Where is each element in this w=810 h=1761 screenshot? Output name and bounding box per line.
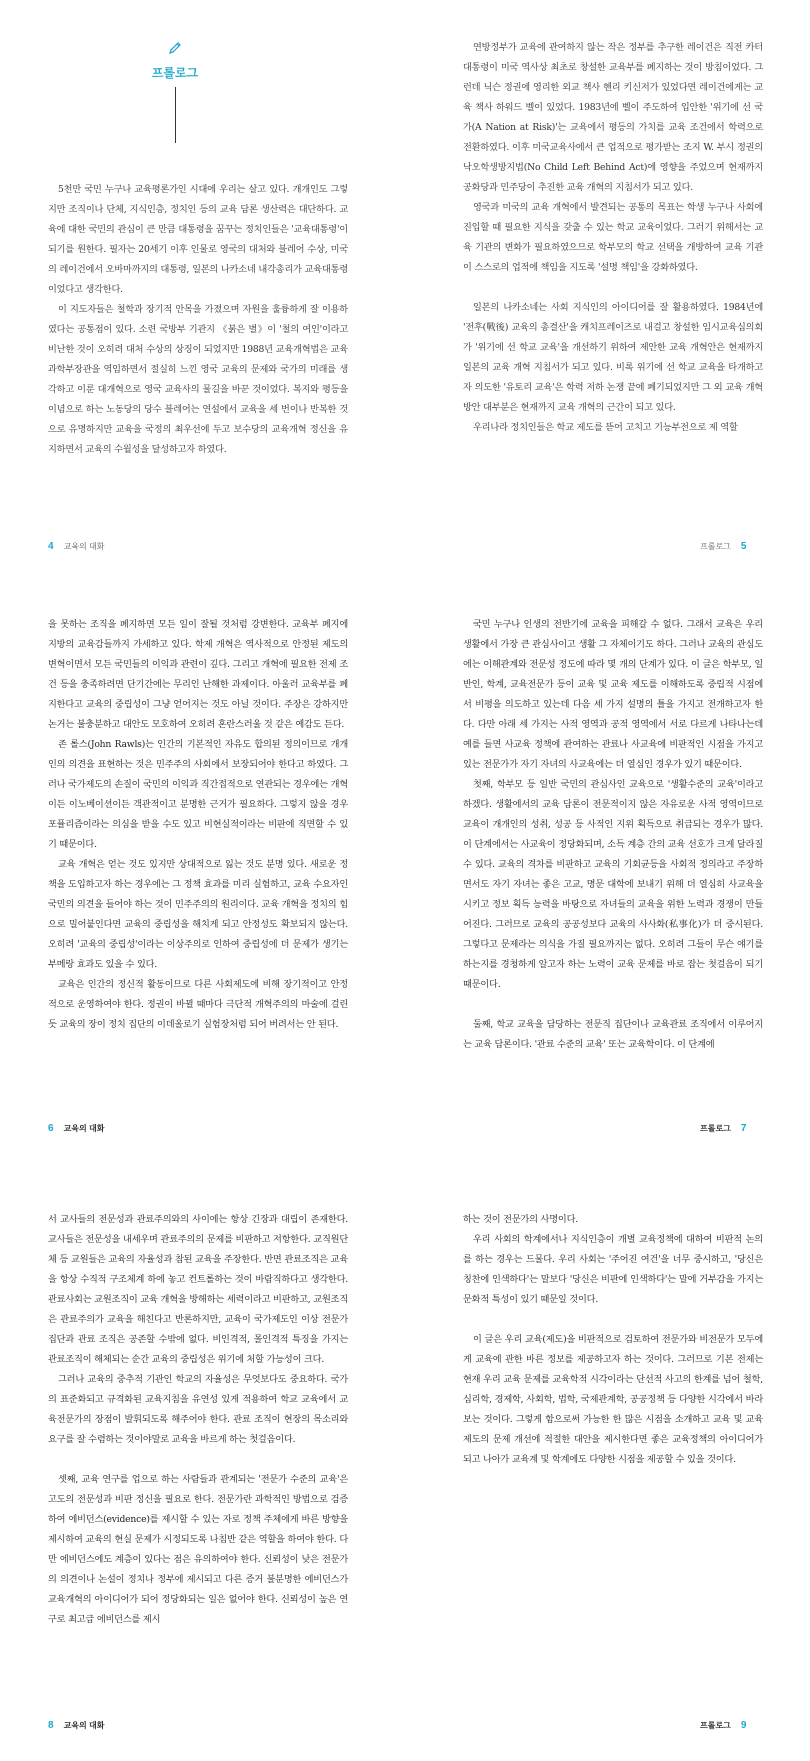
page-7-text bbox=[463, 615, 763, 1055]
paragraph: 둘째, 학교 교육을 담당하는 전문직 집단이나 교육관료 조직에서 이루어지는 교육 담론이다. '관료 수준의 교육' 또는 교육학이다. 이 단계에 bbox=[463, 1019, 763, 1050]
spread-1 bbox=[0, 0, 810, 587]
paragraph: 일본의 나카소네는 사회 지식인의 아이디어를 잘 활용하였다. 1984년에 '전후(戰後) 교육의 총결산'을 캐치프레이즈로 내걸고 창설한 임시교육심의회가 '위기에 선 학교 교육'을 개선하기 위하여 제안한 교육 개혁안은 현재까지 일본의 교육 개혁 지침서가 되고 있다. 비록 위기에 선 학교 교육을 타개하고자 의도한 '유토리 교육'은 학력 저하 논쟁 끝에 폐기되었지만 그 외 교육 개혁 방안 대부분은 현재까지 교육 개혁의 근간이 되고 있다. bbox=[463, 302, 763, 413]
page-number-left bbox=[48, 1123, 104, 1134]
running-header: 프롤로그 bbox=[700, 542, 731, 551]
paragraph: 하는 것이 전문가의 사명이다. bbox=[463, 1214, 578, 1225]
paragraph: 이 지도자들은 철학과 장기적 안목을 가졌으며 자원을 훌륭하게 잘 이용하였다는 공통점이 있다. 소련 국방부 기관지 《붉은 별》이 '철의 여인'이라고 비난한 것이 오히려 대처 수상의 상징이 되었지만 1988년 교육개혁법은 교육과학부장관을 역임하면서 절실히 느낀 영국 교육의 문제와 국가의 미래를 생각하고 이룬 대개혁으로 영국 교육사의 물길을 바꾼 것이었다. 복지와 평등을 이념으로 하는 노동당의 당수 블레어는 연설에서 교육을 세 번이나 반복한 것으로 유명하지만 교육을 국정의 최우선에 두고 보수당의 교육개혁 정신을 유지하면서 교육의 수월성을 달성하고자 하였다. bbox=[48, 304, 348, 455]
page-number: 4 bbox=[48, 541, 54, 552]
paragraph: 국민 누구나 인생의 전반기에 교육을 피해갈 수 없다. 그래서 교육은 우리 생활에서 가장 큰 관심사이고 생활 그 자체이기도 하다. 그러나 교육의 관심도에는 이해관계와 전문성 정도에 따라 몇 개의 단계가 있다. 이 글은 학부모, 일반인, 학계, 교육전문가 등이 교육 및 교육 제도를 이해하도록 중립적 시점에서 비평을 의도하고 있는데 다음 세 가지 설명의 틀을 가지고 전개하고자 한다. 다만 아래 세 가지는 사적 영역과 공적 영역에서 서로 다르게 나타나는데 예를 들면 사교육 정책에 관여하는 관료나 사교육에 비판적인 시점을 가지고 있는 전문가가 자기 자녀의 사교육에는 더 열심인 경우가 있기 때문이다. bbox=[463, 619, 763, 770]
spread-2 bbox=[0, 587, 810, 1174]
heading-divider-line bbox=[175, 87, 176, 143]
paragraph: 5천만 국민 누구나 교육평론가인 시대에 우리는 살고 있다. 개개인도 그렇지만 조직이나 단체, 지식인층, 정치인 등의 교육 담론 생산력은 대단하다. 교육에 대한 국민의 관심이 큰 만큼 대통령을 꿈꾸는 정치인들은 '교육대통령'이 되기를 원한다. 필자는 20세기 이후 인물로 영국의 대처와 블레어 수상, 미국의 레이건에서 오바마까지의 대통령, 일본의 나카소네 내각총리가 교육대통령이었다고 생각한다. bbox=[48, 184, 348, 295]
page-number: 9 bbox=[740, 1720, 747, 1731]
page-number: 6 bbox=[48, 1123, 54, 1134]
spread-3 bbox=[0, 1174, 810, 1761]
paragraph: 그러나 교육의 중추적 기관인 학교의 자율성은 무엇보다도 중요하다. 국가의 표준화되고 규격화된 교육지침을 유연성 있게 적용하여 학교 교육에서 교육전문가의 장점이 발휘되도록 해주어야 한다. 관료 조직이 현장의 목소리와 요구를 잘 수렴하는 것이야말로 교육을 바르게 하는 첫걸음이다. bbox=[48, 1374, 348, 1445]
page-5-text bbox=[463, 38, 763, 438]
paragraph: 존 롤스(John Rawls)는 인간의 기본적인 자유도 합의된 정의이므로 개개인의 의견을 표현하는 것은 민주주의 사회에서 보장되어야 한다고 하였다. 그러나 국가제도의 손질이 국민의 이익과 직간접적으로 연관되는 경우에는 개혁이든 이노베이션이든 객관적이고 분명한 근거가 필요하다. 그렇지 않을 경우 포퓰리즘이라는 의심을 받을 수도 있고 비현실적이라는 비판에 직면할 수 있기 때문이다. bbox=[48, 739, 348, 850]
running-header: 프롤로그 bbox=[700, 1721, 731, 1730]
page-title: 프롤로그 bbox=[151, 66, 199, 80]
page-number-left bbox=[48, 1720, 104, 1731]
page-number-right bbox=[700, 541, 746, 552]
paragraph: 영국과 미국의 교육 개혁에서 발견되는 공통의 목표는 학생 누구나 사회에 진입할 때 필요한 지식을 갖출 수 있는 학교 교육이었다. 그러기 위해서는 교육 기관의 변화가 필요하였으므로 학부모의 학교 선택을 개방하여 교육 기관이 스스로의 업적에 책임을 지도록 '설명 책임'을 강화하였다. bbox=[463, 202, 763, 273]
page-6-text bbox=[48, 615, 348, 1035]
page-8-text bbox=[48, 1210, 348, 1630]
paragraph: 연방정부가 교육에 관여하지 않는 작은 정부를 추구한 레이건은 직전 카터 대통령이 미국 역사상 최초로 창설한 교육부를 폐지하는 것이 방침이었다. 그런데 닉슨 정권에 영리한 외교 책사 헨리 키신저가 있었다면 레이건에게는 교육 책사 하워드 벨이 있었다. 1983년에 벨이 주도하여 입안한 '위기에 선 국가(A Nation at Risk)'는 교육에서 평등의 가치를 교육 조건에서 학력으로 전환하였다. 이후 미국교육사에서 큰 업적으로 평가받는 조지 W. 부시 정권의 낙오학생방지법(No Child Left Behind Act)에 영향을 주었으며 현재까지 공화당과 민주당이 추진한 교육 개혁의 지침서가 되고 있다. bbox=[463, 42, 763, 193]
prologue-heading-block bbox=[130, 40, 220, 143]
page-number-right bbox=[700, 1720, 746, 1731]
paragraph: 우리 사회의 학계에서나 지식인층이 개별 교육정책에 대하여 비판적 논의를 하는 경우는 드물다. 우리 사회는 '주어진 여건'을 너무 중시하고, '당신은 칭찬에 인색하다'는 말보다 '당신은 비판에 인색하다'는 말에 거부감을 가지는 문화적 특성이 있기 때문일 것이다. bbox=[463, 1234, 763, 1305]
paragraph: 첫째, 학부모 등 일반 국민의 관심사인 교육으로 '생활수준의 교육'이라고 하겠다. 생활에서의 교육 담론이 전문적이지 않은 자유로운 사적 영역이므로 교육이 개개인의 성취, 성공 등 사적인 지위 획득으로 취급되는 경우가 많다. 이 단계에서는 사교육이 정당화되며, 소득 계층 간의 교육 선호가 크게 달라질 수 있다. 교육의 격차를 비판하고 교육의 기회균등을 사회적 정의라고 주장하면서도 자기 자녀는 좋은 고교, 명문 대학에 보내기 위해 더 열심히 사교육을 시키고 정보 획득 능력을 바탕으로 자녀들의 교육을 위한 노력과 경쟁이 만들어진다. 그러므로 교육의 공공성보다 교육의 사사화(私事化)가 더 중시된다. 그렇다고 문제라는 의식을 가질 필요까지는 없다. 오히려 그들이 무슨 얘기를 하는지를 경청하게 알고자 하는 노력이 교육 문제를 바로 잡는 첫걸음이 되기 때문이다. bbox=[463, 779, 763, 990]
pencil-icon bbox=[167, 40, 183, 56]
running-header: 교육의 대화 bbox=[63, 1721, 105, 1730]
paragraph: 이 글은 우리 교육(제도)을 비판적으로 검토하여 전문가와 비전문가 모두에게 교육에 관한 바른 정보를 제공하고자 하는 것이다. 그러므로 기본 전제는 현재 우리 교육 문제를 교육학적 시각이라는 단선적 사고의 한계를 넘어 철학, 심리학, 경제학, 사회학, 법학, 국제관계학, 공공정책 등 다양한 시각에서 바라보는 것이다. 그렇게 함으로써 가능한 한 많은 시점을 소개하고 교육 및 교육 제도의 문제 개선에 적절한 대안을 제시한다면 좋은 교육정책의 아이디어가 되고 나아가 교육계 및 학계에도 다양한 시점을 제공할 수 있을 것이다. bbox=[463, 1334, 763, 1465]
running-header: 교육의 대화 bbox=[63, 542, 105, 551]
paragraph: 서 교사들의 전문성과 관료주의와의 사이에는 항상 긴장과 대립이 존재한다. 교사들은 전문성을 내세우며 관료주의의 문제를 비판하고 저항한다. 교직원단체 등 교원들은 교육의 자율성과 참된 교육을 주장한다. 반면 관료조직은 교육을 항상 수직적 구조체계 하에 놓고 컨트롤하는 것이 바람직하다고 생각한다. 관료사회는 교원조직이 교육 개혁을 방해하는 세력이라고 비판하고, 교원조직은 관료주의가 교육을 해친다고 반론하지만, 교육이 국가제도인 이상 전문가 집단과 관료 조직은 공존할 수밖에 없다. 비인격적, 몰인격적 특징을 가지는 관료조직이 해체되는 순간 교육의 중립성은 위기에 처할 가능성이 크다. bbox=[48, 1214, 348, 1365]
page-number: 5 bbox=[740, 541, 747, 552]
page-9-text bbox=[463, 1210, 763, 1470]
running-header: 프롤로그 bbox=[700, 1124, 731, 1133]
page-number-right bbox=[700, 1123, 746, 1134]
page-number-left bbox=[48, 541, 104, 552]
page-4-text bbox=[48, 180, 348, 460]
paragraph: 교육은 인간의 정신적 활동이므로 다른 사회제도에 비해 장기적이고 안정적으로 운영하여야 한다. 정권이 바뀔 때마다 극단적 개혁주의의 마술에 걸린 듯 교육의 장이 정치 집단의 이데올로기 실험장처럼 되어 버려서는 안 된다. bbox=[48, 979, 348, 1030]
page-number: 8 bbox=[48, 1720, 54, 1731]
paragraph: 우리나라 정치인들은 학교 제도를 뜯어 고치고 기능부전으로 제 역할 bbox=[473, 422, 738, 433]
paragraph: 을 못하는 조직을 폐지하면 모든 일이 잘될 것처럼 강변한다. 교육부 폐지에 지방의 교육감들까지 가세하고 있다. 학제 개혁은 역사적으로 안정된 제도의 변혁이면서 모든 국민들의 이익과 관련이 깊다. 그리고 개혁에 필요한 전제 조건 등을 충족하려면 단기간에는 무리인 난해한 과제이다. 아울러 교육부를 폐지한다고 교육의 중립성이 그냥 얻어지는 것도 아닐 것이다. 주장은 강하지만 논거는 불충분하고 대안도 모호하여 오히려 혼란스러울 것 같은 예감도 든다. bbox=[48, 619, 348, 730]
running-header: 교육의 대화 bbox=[63, 1124, 105, 1133]
page-number: 7 bbox=[740, 1123, 747, 1134]
paragraph: 교육 개혁은 얻는 것도 있지만 상대적으로 잃는 것도 분명 있다. 새로운 정책을 도입하고자 하는 경우에는 그 정책 효과를 미리 실험하고, 교육 수요자인 국민의 의견을 들어야 하는 것이 민주주의의 원리이다. 교육 개혁을 정치의 힘으로 밀어붙인다면 교육의 중립성을 해치게 되고 안정성도 확보되지 않는다. 오히려 '교육의 중립성'이라는 이상주의로 인하여 중립성에 더 문제가 생기는 부메랑 효과도 있을 수 있다. bbox=[48, 859, 348, 970]
paragraph: 셋째, 교육 연구를 업으로 하는 사람들과 관계되는 '전문가 수준의 교육'은 고도의 전문성과 비판 정신을 필요로 한다. 전문가란 과학적인 방법으로 검증하여 에비던스(evidence)를 제시할 수 있는 자로 정책 주체에게 바른 방향을 제시하여 교육의 현실 문제가 시정되도록 나침반 같은 역할을 하여야 한다. 다만 에비던스에도 계층이 있다는 점은 유의하여야 한다. 신뢰성이 낮은 전문가의 의견이나 논설이 정치나 정부에 제시되고 다른 증거 불분명한 에비던스가 교육개혁의 아이디어가 되어 정당화되는 일은 없어야 한다. 신뢰성이 높은 연구로 최고급 에비던스를 제시 bbox=[48, 1474, 348, 1625]
